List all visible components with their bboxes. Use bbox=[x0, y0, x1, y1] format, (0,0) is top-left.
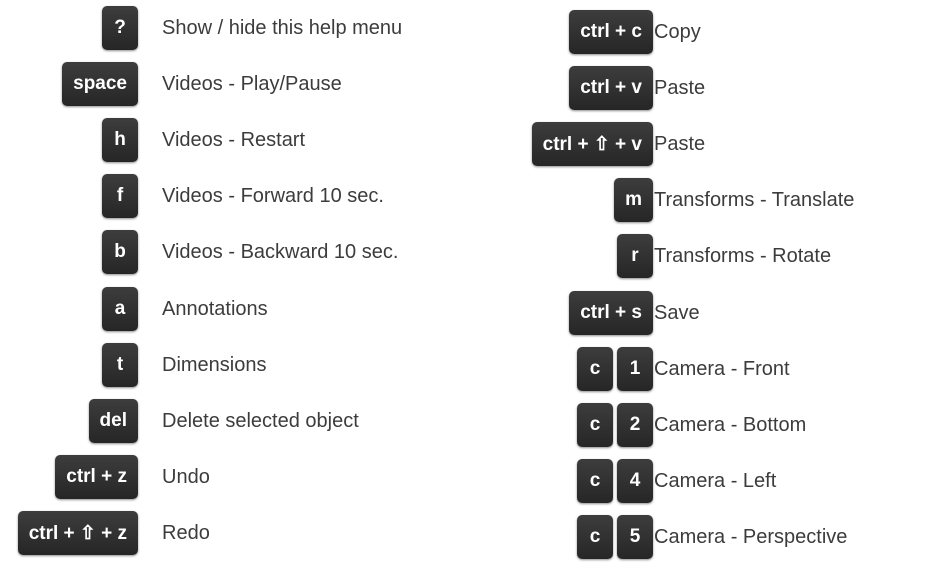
shortcut-description: Copy bbox=[654, 21, 701, 43]
shortcut-row bbox=[0, 398, 465, 444]
keycap: c bbox=[577, 403, 613, 447]
key-group bbox=[577, 458, 653, 504]
shortcut-row bbox=[0, 342, 465, 388]
key-group bbox=[102, 229, 138, 275]
key-group bbox=[102, 5, 138, 51]
keycap: f bbox=[102, 174, 138, 218]
keycap: ? bbox=[102, 6, 138, 50]
keycap: del bbox=[89, 399, 138, 443]
shortcut-description: Camera - Perspective bbox=[654, 526, 848, 548]
shortcut-row bbox=[465, 458, 933, 504]
key-group bbox=[102, 173, 138, 219]
keycap: ctrl + ⇧ + v bbox=[532, 122, 653, 166]
keycap: m bbox=[614, 178, 653, 222]
shortcut-row bbox=[465, 65, 933, 111]
shortcut-description: Annotations bbox=[162, 298, 268, 320]
key-group bbox=[569, 9, 653, 55]
shortcut-description: Paste bbox=[654, 77, 706, 99]
shortcut-description: Show / hide this help menu bbox=[162, 17, 403, 39]
key-group bbox=[614, 177, 653, 223]
shortcut-description: Videos - Backward 10 sec. bbox=[162, 241, 399, 263]
shortcut-row bbox=[465, 9, 933, 55]
shortcut-description: Videos - Play/Pause bbox=[162, 73, 342, 95]
key-group bbox=[569, 290, 653, 336]
keycap: ctrl + c bbox=[569, 10, 653, 54]
key-group bbox=[577, 346, 653, 392]
keycap: ctrl + v bbox=[569, 66, 653, 110]
key-group bbox=[89, 398, 138, 444]
shortcut-row bbox=[465, 177, 933, 223]
shortcut-description: Videos - Forward 10 sec. bbox=[162, 185, 384, 207]
shortcut-description: Transforms - Rotate bbox=[654, 245, 832, 267]
keycap: c bbox=[577, 347, 613, 391]
shortcut-description: Dimensions bbox=[162, 354, 267, 376]
key-group bbox=[577, 402, 653, 448]
key-group bbox=[18, 510, 138, 556]
key-group bbox=[62, 61, 138, 107]
key-group bbox=[532, 121, 653, 167]
keycap: space bbox=[62, 62, 138, 106]
shortcut-description: Redo bbox=[162, 522, 210, 544]
shortcut-row bbox=[0, 510, 465, 556]
keycap: 1 bbox=[617, 347, 653, 391]
shortcut-description: Camera - Front bbox=[654, 358, 790, 380]
shortcut-row bbox=[465, 290, 933, 336]
shortcut-row bbox=[465, 233, 933, 279]
shortcut-row bbox=[0, 173, 465, 219]
shortcut-row bbox=[465, 514, 933, 560]
shortcut-row bbox=[465, 346, 933, 392]
keycap: t bbox=[102, 343, 138, 387]
shortcut-description: Delete selected object bbox=[162, 410, 359, 432]
shortcut-row bbox=[465, 121, 933, 167]
shortcut-description: Videos - Restart bbox=[162, 129, 306, 151]
key-group bbox=[102, 342, 138, 388]
key-group bbox=[577, 514, 653, 560]
keycap: c bbox=[577, 459, 613, 503]
keycap: ctrl + s bbox=[569, 291, 653, 335]
shortcut-description: Camera - Bottom bbox=[654, 414, 807, 436]
shortcut-row bbox=[0, 286, 465, 332]
keycap: b bbox=[102, 230, 138, 274]
key-group bbox=[569, 65, 653, 111]
shortcut-description: Transforms - Translate bbox=[654, 189, 855, 211]
key-group bbox=[617, 233, 653, 279]
key-group bbox=[102, 286, 138, 332]
shortcut-row bbox=[465, 402, 933, 448]
shortcut-row bbox=[0, 117, 465, 163]
shortcut-row bbox=[0, 229, 465, 275]
key-group bbox=[55, 454, 138, 500]
shortcut-row bbox=[0, 454, 465, 500]
keycap: ctrl + ⇧ + z bbox=[18, 511, 138, 555]
keycap: a bbox=[102, 287, 138, 331]
key-group bbox=[102, 117, 138, 163]
keycap: ctrl + z bbox=[55, 455, 138, 499]
keycap: 5 bbox=[617, 515, 653, 559]
shortcut-description: Undo bbox=[162, 466, 210, 488]
keycap: c bbox=[577, 515, 613, 559]
keycap: 4 bbox=[617, 459, 653, 503]
shortcut-description: Save bbox=[654, 302, 700, 324]
shortcut-row bbox=[0, 61, 465, 107]
shortcut-description: Paste bbox=[654, 133, 706, 155]
shortcut-row bbox=[0, 5, 465, 51]
keycap: h bbox=[102, 118, 138, 162]
shortcut-description: Camera - Left bbox=[654, 470, 777, 492]
keycap: r bbox=[617, 234, 653, 278]
keycap: 2 bbox=[617, 403, 653, 447]
